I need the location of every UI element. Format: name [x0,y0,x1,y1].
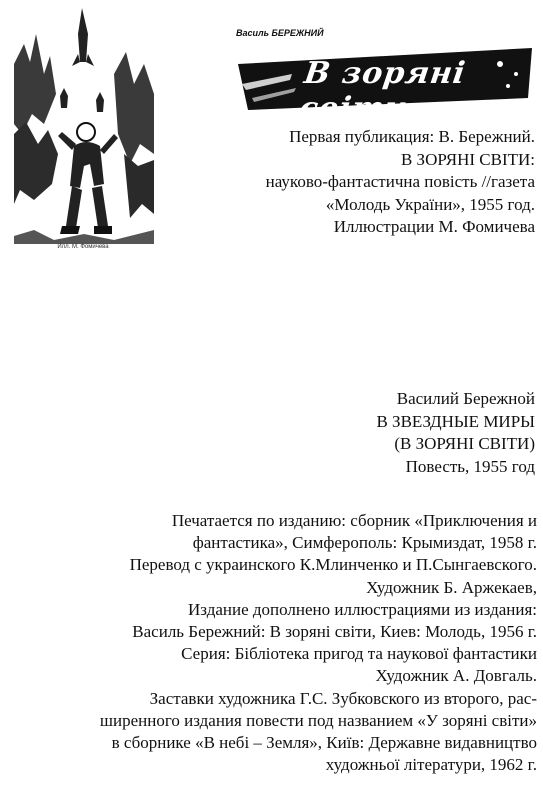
publication-line: Иллюстрации М. Фомичева [333,217,535,236]
work-title: В ЗВЕЗДНЫЕ МИРЫ [376,411,535,431]
edition-notes [100,510,537,776]
note-line: Издание дополнено иллюстрациями из издания: [188,599,537,619]
publication-line: Первая публикация: В. Бережний. [289,127,535,146]
note-line: Печатается по изданию: сборник «Приключения и [171,511,537,530]
publication-line: «Молодь України», 1955 год. [325,194,535,214]
work-title-block [376,388,535,478]
publication-info [266,126,535,239]
work-author: Василий Бережной [396,389,535,408]
work-genre-year: Повесть, 1955 год [405,456,535,476]
illustration-caption: Илл. М. Фомичева [57,244,109,250]
illustration-image [14,4,154,256]
note-line: Заставки художника Г.С. Зубковского из второго, рас- [149,688,537,708]
note-line: фантастика», Симферополь: Крымиздат, 1958 г. [192,533,537,553]
publication-line: науково-фантастична повість //газета [265,172,535,191]
logo-banner [232,44,532,126]
note-line: художньої літератури, 1962 г. [325,755,537,775]
note-line: Серия: Бібліотека пригод та наукової фантастики [181,644,537,664]
work-original-title: (В ЗОРЯНІ СВІТИ) [394,434,535,453]
title-logo [232,26,532,126]
note-line: Перевод с украинского К.Млинченко и П.Сынгаевского. [129,555,537,575]
note-line: Художник Б. Аржекаев, [366,577,537,597]
note-line: Художник А. Довгаль. [375,666,537,686]
note-line: Василь Бережний: В зоряні світи, Киев: Молодь, 1956 г. [132,622,537,642]
publication-line: В ЗОРЯНІ СВІТИ: [400,149,535,169]
logo-author: Василь БЕРЕЖНИЙ [236,28,324,38]
logo-title: В зоряні світи [297,56,468,126]
note-line: в сборнике «В небі – Земля», Київ: Державне видавництво [111,733,537,753]
note-line: ширенного издания повести под названием «У зоряні світи» [99,710,537,730]
